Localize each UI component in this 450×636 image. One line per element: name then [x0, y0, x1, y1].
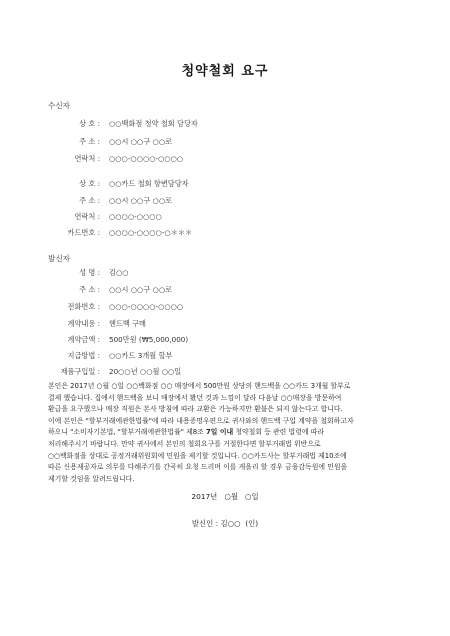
body-line: 제기할 것임을 알려드립니다. — [48, 474, 135, 483]
body-line-part: 청약철회 등 관련 법령에 따라 — [233, 428, 324, 437]
field-label: 지급방법 : — [67, 351, 100, 360]
body-line: 따른 신용제공자로 의무를 다해주기를 간곡히 요청 드리며 이를 게을리 할 경우 금융감독원에 민원을 — [48, 463, 348, 472]
field-value: 핸드백 구매 — [109, 319, 147, 328]
field-label: 상 호 : — [79, 119, 100, 128]
field-label: 계약내용 : — [67, 319, 100, 328]
field-label: 계약금액 : — [67, 335, 100, 344]
field-value: ○○카드 철회 항변담당자 — [109, 179, 189, 188]
sender-heading: 발신자 — [48, 254, 71, 263]
body-line: ○○백화점을 상대로 공정거래위원회에 민원을 제기할 것입니다. ○○카드사는 할부거래법 제10조에 — [48, 451, 347, 460]
field-value: ○○○○-○○○○-○＊＊＊ — [109, 228, 193, 237]
document-title: 청약철회 요구 — [181, 64, 269, 79]
field-value: ○○시 ○○구 ○○로 — [109, 196, 173, 205]
body-emphasis: 7일 이내 — [205, 428, 234, 437]
field-label: 주 소 : — [79, 196, 100, 205]
field-label: 전화번호 : — [67, 302, 100, 311]
body-paragraph — [48, 381, 408, 485]
body-line: 이에 본인은 "할부거래에관한법률"에 따라 내용증명우편으로 귀사와의 핸드백 구입 계약을 철회하고자 — [48, 416, 354, 425]
field-value: 20○○년 ○○월 ○○일 — [109, 367, 182, 376]
document-date: 2017년 ○월 ○일 — [191, 492, 259, 501]
field-value: 김○○ — [109, 268, 129, 277]
field-label: 연락처 : — [74, 212, 100, 221]
field-value: ○○카드 3개월 할부 — [109, 351, 173, 360]
field-label: 주 소 : — [79, 285, 100, 294]
field-label: 상 호 : — [79, 179, 100, 188]
field-value: ○○시 ○○구 ○○로 — [109, 285, 173, 294]
field-label: 카드번호 : — [67, 228, 100, 237]
field-value: 500만원 (₩5,000,000) — [109, 335, 189, 344]
body-line: 결제 했습니다. 집에서 핸드백을 보니 매장에서 봤던 것과 느낌이 달라 다음날 ○○매장을 방문하여 — [48, 393, 342, 402]
field-value: ○○○-○○○○-○○○○ — [109, 154, 184, 163]
signature-line: 발신인 : 김○○ (인) — [191, 519, 259, 528]
body-line — [48, 427, 408, 439]
field-value: ○○○-○○○○-○○○○ — [109, 302, 184, 311]
field-label: 성 명 : — [79, 268, 100, 277]
body-line-part: 하오니 "소비자기본법, "할부거래에관한법률" 제8조 — [48, 428, 206, 437]
field-label: 연락처 : — [74, 154, 100, 163]
body-line: 처리해주시기 바랍니다. 만약 귀사에서 본인의 철회요구를 거절한다면 할부거래법 위반으로 — [48, 439, 321, 448]
field-value: ○○○○-○○○○ — [109, 212, 162, 221]
field-label: 제품구입일 : — [60, 367, 100, 376]
recipient-heading: 수신자 — [48, 101, 71, 110]
body-line: 본인은 2017년 ○월 ○일 ○○백화점 ○○ 매장에서 500만원 상당의 핸드백을 ○○카드 3개월 할부로 — [48, 382, 351, 390]
field-label: 주 소 : — [79, 137, 100, 146]
body-line: 환급을 요구했으나 매장 직원은 본사 방침에 따라 교환은 가능하지만 환불은 되지 않는다고 합니다. — [48, 405, 343, 414]
field-value: ○○백화점 청약 철회 담당자 — [109, 119, 198, 128]
field-value: ○○시 ○○구 ○○로 — [109, 137, 173, 146]
